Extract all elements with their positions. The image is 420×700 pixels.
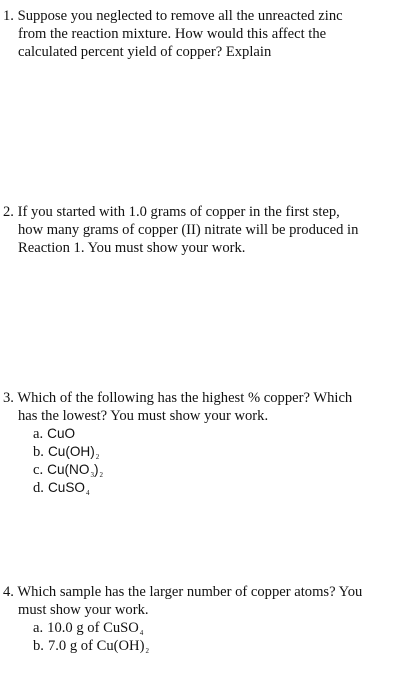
question-1-line-3: calculated percent yield of copper? Explain (18, 44, 272, 60)
choice-label: d. (33, 480, 44, 496)
question-2-line-2: how many grams of copper (II) nitrate will be produced in (18, 222, 359, 238)
question-1-line-2: from the reaction mixture. How would this affect the (18, 26, 327, 42)
choice-label: b. (33, 444, 44, 460)
question-4-line-2: must show your work. (18, 602, 149, 618)
choice-label: a. (33, 426, 44, 442)
question-4-choice-b (3, 637, 408, 655)
question-3-choices (3, 425, 408, 497)
question-3-choice-c (3, 461, 408, 479)
question-4-choices (3, 619, 408, 655)
question-2 (3, 203, 408, 257)
formula-subscript: 4 (85, 489, 90, 497)
question-2-line-1: 2. If you started with 1.0 grams of copper in the first step, (3, 204, 340, 220)
choice-formula-tail: ) (93, 462, 99, 477)
formula-subscript: 2 (145, 647, 149, 655)
choice-formula: Cu(OH) (96, 638, 145, 654)
question-4-line-1: 4. Which sample has the larger number of copper atoms? You (3, 584, 363, 600)
choice-amount: 10.0 g of (47, 620, 100, 636)
formula-subscript: 2 (95, 453, 100, 461)
question-4-choice-a (3, 619, 408, 637)
choice-label: c. (33, 462, 44, 478)
choice-formula: CuSO (103, 620, 139, 636)
choice-label: b. (33, 638, 44, 654)
formula-subscript: 4 (139, 629, 144, 637)
choice-label: a. (33, 620, 44, 636)
question-3-choice-d (3, 479, 408, 497)
formula-subscript: 3 (90, 471, 94, 479)
choice-formula: CuO (47, 426, 76, 441)
question-3-line-2: has the lowest? You must show your work. (18, 408, 269, 424)
choice-formula: CuSO (47, 480, 85, 495)
question-2-line-3: Reaction 1. You must show your work. (18, 240, 246, 256)
question-1-line-1: 1. Suppose you neglected to remove all the unreacted zinc (3, 8, 343, 24)
formula-subscript: 2 (99, 471, 103, 479)
choice-formula: Cu(NO (47, 462, 90, 477)
question-3 (3, 389, 408, 497)
question-4 (3, 583, 408, 655)
question-1 (3, 7, 408, 61)
choice-formula: Cu(OH) (47, 444, 95, 459)
choice-amount: 7.0 g of (47, 638, 93, 654)
question-3-line-1: 3. Which of the following has the highest % copper? Which (3, 390, 353, 406)
question-3-choice-b (3, 443, 408, 461)
question-3-choice-a (3, 425, 408, 443)
